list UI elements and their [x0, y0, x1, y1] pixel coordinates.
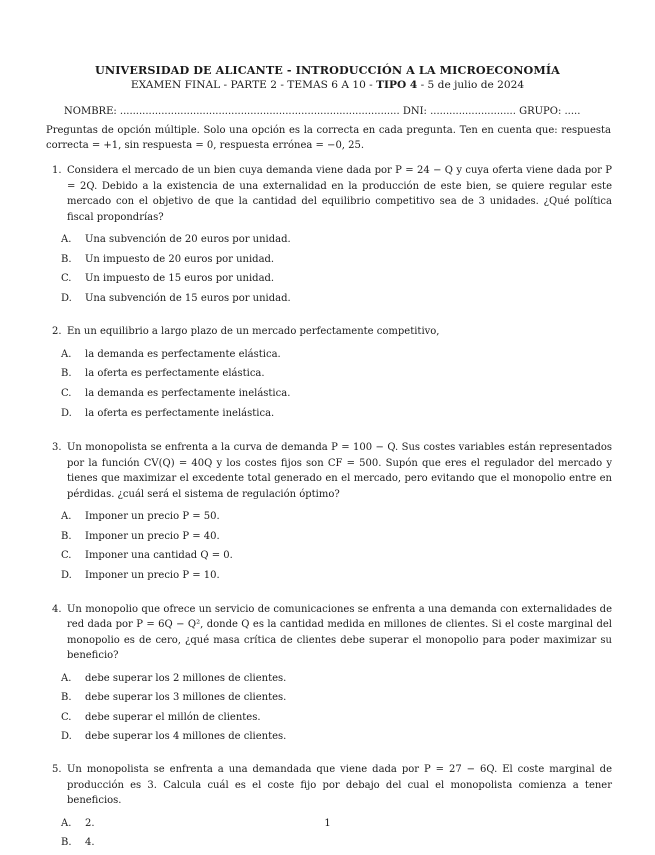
option-text: Una subvención de 15 euros por unidad.: [85, 292, 291, 304]
question-number: 4.: [52, 603, 62, 615]
question-statement: Un monopolio que ofrece un servicio de comunicaciones se enfrenta a una demanda con externalidades de red dada por P = 6Q − Q², donde Q es la cantidad medida en millones de clientes. Si el coste marginal del monopolio es de cero, ¿qué masa crítica de clientes debe superar el monopolio para poder maximizar su beneficio?: [67, 603, 612, 662]
answer-option: [61, 386, 612, 406]
option-letter: C.: [61, 273, 72, 285]
option-text: la oferta es perfectamente elástica.: [85, 368, 265, 380]
question-text: [52, 163, 612, 225]
question-4: [52, 602, 612, 749]
exam-subtitle: [0, 79, 655, 91]
option-text: debe superar el millón de clientes.: [85, 711, 261, 723]
option-text: Una subvención de 20 euros por unidad.: [85, 234, 291, 245]
option-letter: C.: [61, 550, 72, 562]
option-text: Un impuesto de 20 euros por unidad.: [85, 253, 275, 265]
option-letter: D.: [61, 570, 72, 582]
option-letter: C.: [61, 711, 72, 723]
question-3: [52, 440, 612, 587]
answer-option: [61, 568, 612, 588]
option-letter: A.: [61, 234, 72, 245]
option-letter: B.: [61, 253, 72, 265]
question-text: [52, 324, 612, 340]
answer-option: [61, 366, 612, 386]
answer-option: [61, 232, 612, 252]
answer-option: [61, 690, 612, 710]
question-1: [52, 163, 612, 310]
answer-option: [61, 671, 612, 691]
question-statement: En un equilibrio a largo plazo de un mercado perfectamente competitivo,: [67, 326, 440, 338]
answer-option: [61, 509, 612, 529]
option-text: 4.: [85, 837, 95, 849]
question-text: [52, 440, 612, 502]
student-id-line: NOMBRE: ........................................................................................ DNI: ........................... GRUPO: .....: [64, 106, 581, 117]
answer-options: [52, 509, 612, 587]
question-number: 5.: [52, 764, 62, 775]
question-text: [52, 602, 612, 664]
option-text: Un impuesto de 15 euros por unidad.: [85, 273, 275, 285]
exam-date: - 5 de julio de 2024: [417, 79, 525, 91]
question-2: [52, 324, 612, 425]
instructions: Preguntas de opción múltiple. Solo una opción es la correcta en cada pregunta. Ten en cuenta que: respuesta correcta = +1, sin respuesta = 0, respuesta errónea = −0, 25.: [46, 125, 611, 151]
question-number: 3.: [52, 442, 62, 454]
answer-options: [52, 671, 612, 749]
option-text: debe superar los 3 millones de clientes.: [85, 692, 287, 704]
question-list: [52, 163, 612, 855]
option-letter: D.: [61, 731, 72, 743]
option-letter: A.: [61, 348, 72, 360]
question-statement: Un monopolista se enfrenta a una demandada que viene dada por P = 27 − 6Q. El coste marginal de producción es 3. Calcula cuál es el coste fijo por debajo del cual el monopolista comienza a tener beneficios.: [67, 764, 612, 806]
option-letter: A.: [61, 511, 72, 523]
option-letter: A.: [61, 817, 72, 829]
answer-option: [61, 729, 612, 749]
answer-option: [61, 406, 612, 426]
option-letter: B.: [61, 692, 72, 704]
question-number: 1.: [52, 165, 62, 176]
answer-option: [61, 291, 612, 311]
option-letter: D.: [61, 407, 72, 419]
answer-option: [61, 347, 612, 367]
option-text: 2.: [85, 817, 95, 829]
option-text: la demanda es perfectamente elástica.: [85, 348, 281, 360]
option-letter: A.: [61, 672, 72, 684]
answer-option: [61, 252, 612, 272]
option-text: debe superar los 4 millones de clientes.: [85, 731, 287, 743]
answer-option: [61, 548, 612, 568]
option-text: Imponer un precio P = 10.: [85, 570, 220, 582]
question-statement: Un monopolista se enfrenta a la curva de demanda P = 100 − Q. Sus costes variables están representados por la función CV(Q) = 40Q y los costes fijos son CF = 500. Supón que eres el regulador del mercado y tienes que maximizar el excedente total generado en el mercado, pero evitando que el monopolio entre en pérdidas. ¿cuál será el sistema de regulación óptimo?: [67, 442, 612, 500]
answer-option: [61, 835, 612, 855]
option-text: Imponer una cantidad Q = 0.: [85, 550, 233, 562]
option-letter: B.: [61, 530, 72, 542]
page-number: 1: [324, 818, 331, 829]
option-letter: B.: [61, 368, 72, 380]
option-text: la oferta es perfectamente inelástica.: [85, 407, 275, 419]
option-text: debe superar los 2 millones de clientes.: [85, 672, 287, 684]
answer-options: [52, 347, 612, 425]
question-5: [52, 762, 612, 855]
exam-type: TIPO 4: [376, 79, 418, 91]
option-letter: C.: [61, 388, 72, 400]
option-letter: B.: [61, 837, 72, 849]
answer-options: [52, 232, 612, 310]
question-text: [52, 762, 612, 809]
answer-option: [61, 529, 612, 549]
option-text: Imponer un precio P = 50.: [85, 511, 220, 523]
option-text: la demanda es perfectamente inelástica.: [85, 388, 291, 400]
option-letter: D.: [61, 292, 72, 304]
question-number: 2.: [52, 326, 62, 338]
option-text: Imponer un precio P = 40.: [85, 530, 220, 542]
subtitle-prefix: EXAMEN FINAL - PARTE 2 - TEMAS 6 A 10 -: [130, 79, 377, 91]
question-statement: Considera el mercado de un bien cuya demanda viene dada por P = 24 − Q y cuya oferta viene dada por P = 2Q. Debido a la existencia de una externalidad en la producción de este bien, se quiere regular este mercado con el objetivo de que la cantidad del equilibrio competitivo sea de 3 unidades. ¿Qué política fiscal propondrías?: [67, 165, 612, 223]
answer-option: [61, 710, 612, 730]
answer-option: [61, 271, 612, 291]
exam-title: UNIVERSIDAD DE ALICANTE - INTRODUCCIÓN A LA MICROECONOMÍA: [95, 63, 560, 77]
